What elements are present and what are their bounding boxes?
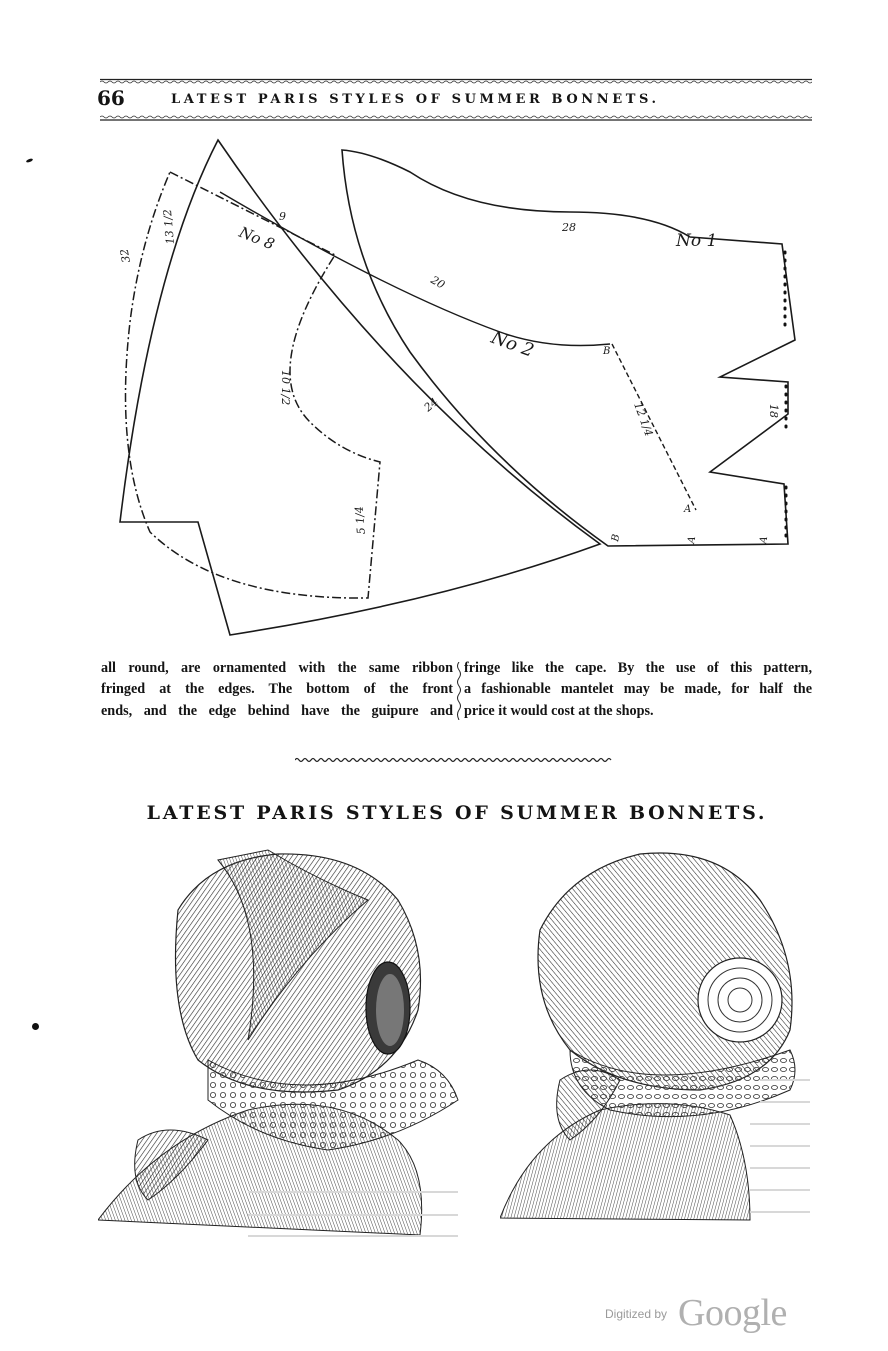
- measure-32: 32: [117, 247, 133, 264]
- page-number: 66: [97, 86, 125, 110]
- letter-a-dashed: A: [684, 504, 692, 515]
- header-rule-bottom: [100, 115, 812, 122]
- text-line: fringed at the edges. The bottom of the front: [101, 681, 453, 698]
- bonnet-illustration-left: [98, 840, 466, 1242]
- measure-13-1-2: 13 1/2: [160, 208, 177, 245]
- pattern-piece-no1: [342, 150, 795, 546]
- pattern-label-no8: No 8: [236, 223, 278, 254]
- measure-12-1-4: 12 1/4: [631, 400, 656, 439]
- letter-b-bottom: B: [610, 533, 623, 543]
- letter-a-mid: A: [686, 535, 699, 545]
- pattern-label-no2: No 2: [488, 326, 537, 362]
- bonnet-illustration-right: [500, 840, 810, 1224]
- text-column-right: [464, 658, 812, 722]
- running-header: [97, 86, 813, 112]
- margin-speck: [32, 1023, 39, 1030]
- pattern-label-no1: No 1: [676, 231, 718, 251]
- measure-20: 20: [428, 273, 448, 292]
- running-title: LATEST PARIS STYLES OF SUMMER BONNETS.: [171, 92, 660, 107]
- letter-a-right: A: [758, 535, 771, 545]
- margin-speck: [26, 158, 34, 163]
- mantelet-pattern-diagram: [110, 132, 810, 644]
- column-brace-divider: [455, 662, 462, 720]
- header-rule-top: [100, 77, 812, 84]
- text-column-left: [101, 658, 453, 722]
- text-line: ends, and the edge behind have the guipure and: [101, 702, 453, 719]
- measure-18: 18: [767, 404, 780, 418]
- section-ornament: [295, 756, 613, 764]
- text-line: all round, are ornamented with the same ribbon: [101, 660, 453, 676]
- pattern-piece-outer: [117, 140, 600, 635]
- digitized-by-text: Digitized by: [605, 1307, 668, 1321]
- google-logo-text: Google: [678, 1292, 787, 1334]
- measure-5-1-4: 5 1/4: [352, 505, 368, 535]
- measure-9: 9: [279, 210, 286, 223]
- letter-b-top: B: [603, 346, 611, 357]
- text-line: price it would cost at the shops.: [464, 702, 654, 719]
- measure-24: 24: [421, 395, 441, 415]
- section-heading: LATEST PARIS STYLES OF SUMMER BONNETS.: [146, 802, 768, 824]
- text-line: fringe like the cape. By the use of this pattern,: [464, 660, 812, 676]
- measure-10-1-2: 10 1/2: [279, 370, 292, 406]
- measure-28: 28: [562, 221, 576, 234]
- text-line: a fashionable mantelet may be made, for half the: [464, 681, 812, 698]
